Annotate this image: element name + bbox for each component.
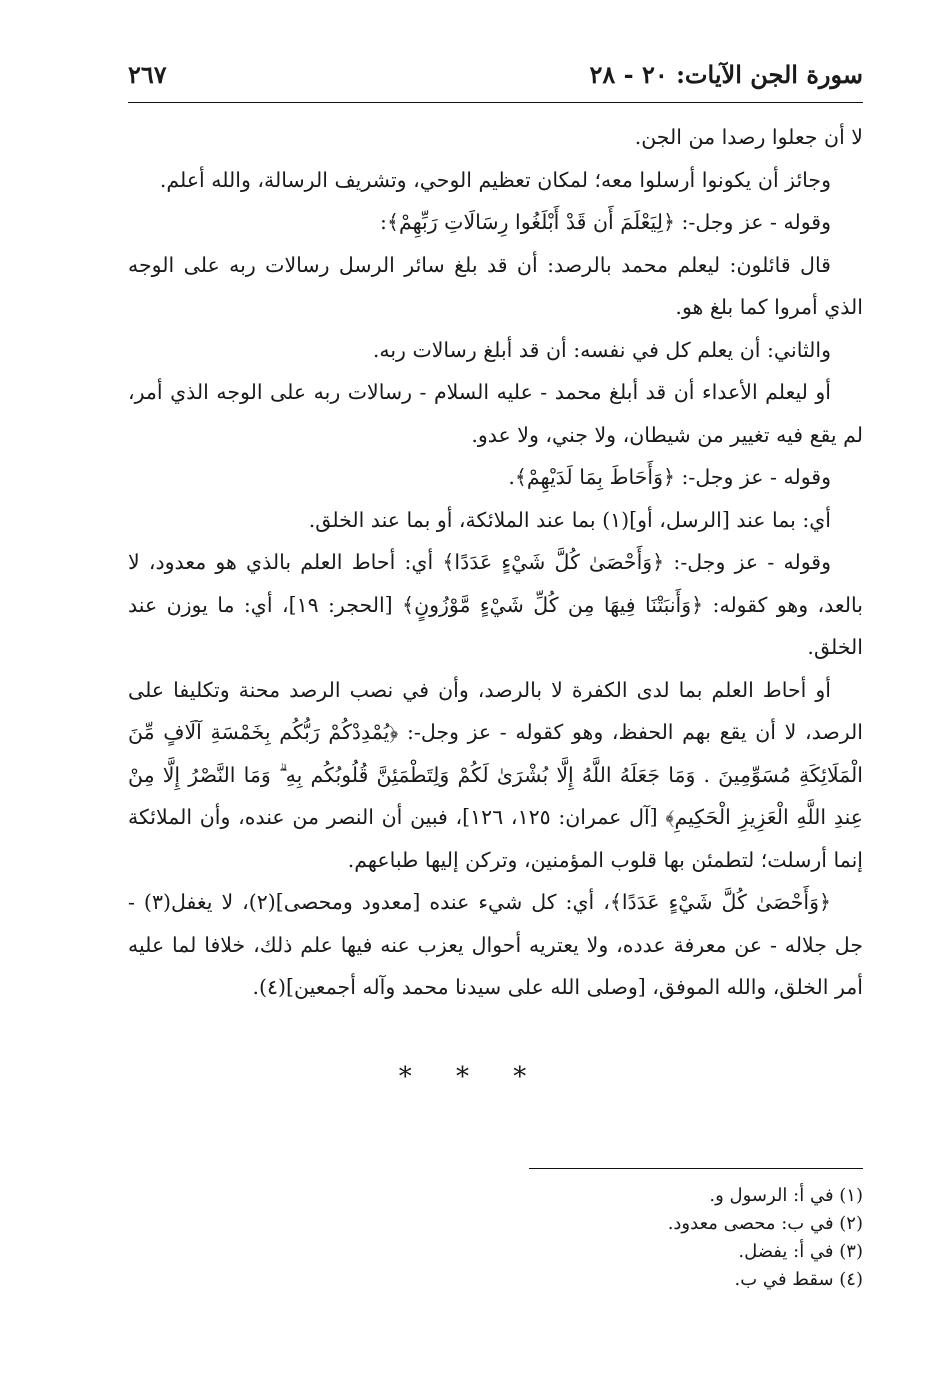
paragraph: والثاني: أن يعلم كل في نفسه: أن قد أبلغ رسالات ربه.	[372, 337, 831, 362]
paragraph: ﴿وَأَحْصَىٰ كُلَّ شَيْءٍ عَدَدًا﴾، أي: كل شيء عنده [معدود ومحصى](٢)، لا يغفل(٣) - جل جلاله - عن معرفة عدده، ولا يعتريه أحوال يعزب عنه فيها علم ذلك، خلافا لما عليه أمر الخلق، والله الموفق، [وصلى الله على سيدنا محمد وآله أجمعين](٤).	[128, 890, 863, 999]
paragraph: وقوله - عز وجل-: ﴿وَأَحَاطَ بِمَا لَدَيْهِمْ﴾.	[508, 465, 831, 489]
main-text	[128, 116, 863, 1009]
section-separator: * * *	[398, 1062, 545, 1092]
footnote: (١) في أ: الرسول و.	[709, 1185, 863, 1206]
paragraph: وقوله - عز وجل-: ﴿وَأَحْصَىٰ كُلَّ شَيْءٍ عَدَدًا﴾ أي: أحاط العلم بالذي هو معدود، لا بالعد، وهو كقوله: ﴿وَأَنبَتْنَا فِيهَا مِن كُلِّ شَيْءٍ مَّوْزُونٍ﴾ [الحجر: ١٩]، أي: ما يوزن عند الخلق.	[128, 550, 863, 659]
paragraph: أي: بما عند [الرسل، أو](١) بما عند الملائكة، أو بما عند الخلق.	[308, 507, 831, 532]
paragraph: وجائز أن يكونوا أرسلوا معه؛ لمكان تعظيم الوحي، وتشريف الرسالة، والله أعلم.	[159, 167, 831, 192]
page-number: ٢٦٧	[128, 60, 167, 89]
paragraph: لا أن جعلوا رصدا من الجن.	[634, 125, 863, 149]
paragraph: أو أحاط العلم بما لدى الكفرة لا بالرصد، وأن في نصب الرصد محنة وتكليفا على الرصد، لا أن يقع بهم الحفظ، وهو كقوله - عز وجل-: ﴿يُمْدِدْكُمْ رَبُّكُم بِخَمْسَةِ آلَافٍ مِّنَ الْمَلَائِكَةِ مُسَوِّمِينَ . وَمَا جَعَلَهُ اللَّهُ إِلَّا بُشْرَىٰ لَكُمْ وَلِتَطْمَئِنَّ قُلُوبُكُم بِهِ ۗ وَمَا النَّصْرُ إِلَّا مِنْ عِندِ اللَّهِ الْعَزِيزِ الْحَكِيمِ﴾ [آل عمران: ١٢٥، ١٢٦]، فبين أن النصر من عنده، وأن الملائكة إنما أرسلت؛ لتطمئن بها قلوب المؤمنين، وتركن إليها طباعهم.	[128, 677, 863, 872]
footnotes	[463, 1182, 863, 1294]
footnote: (٣) في أ: يفضل.	[738, 1241, 863, 1262]
footnote: (٤) سقط في ب.	[734, 1269, 863, 1290]
footnote-divider	[529, 1168, 863, 1169]
footnote: (٢) في ب: محصى معدود.	[667, 1213, 863, 1234]
page-header	[128, 52, 863, 103]
paragraph: أو ليعلم الأعداء أن قد أبلغ محمد - عليه السلام - رسالات ربه على الوجه الذي أمر، لم يقع فيه تغيير من شيطان، ولا جني، ولا عدو.	[128, 380, 863, 447]
paragraph: وقوله - عز وجل-: ﴿لِيَعْلَمَ أَن قَدْ أَبْلَغُوا رِسَالَاتِ رَبِّهِمْ﴾:	[380, 210, 831, 234]
running-title: سورة الجن الآيات: ٢٠ - ٢٨	[589, 60, 863, 89]
paragraph: قال قائلون: ليعلم محمد بالرصد: أن قد بلغ سائر الرسل رسالات ربه على الوجه الذي أمروا كما بلغ هو.	[128, 252, 863, 319]
